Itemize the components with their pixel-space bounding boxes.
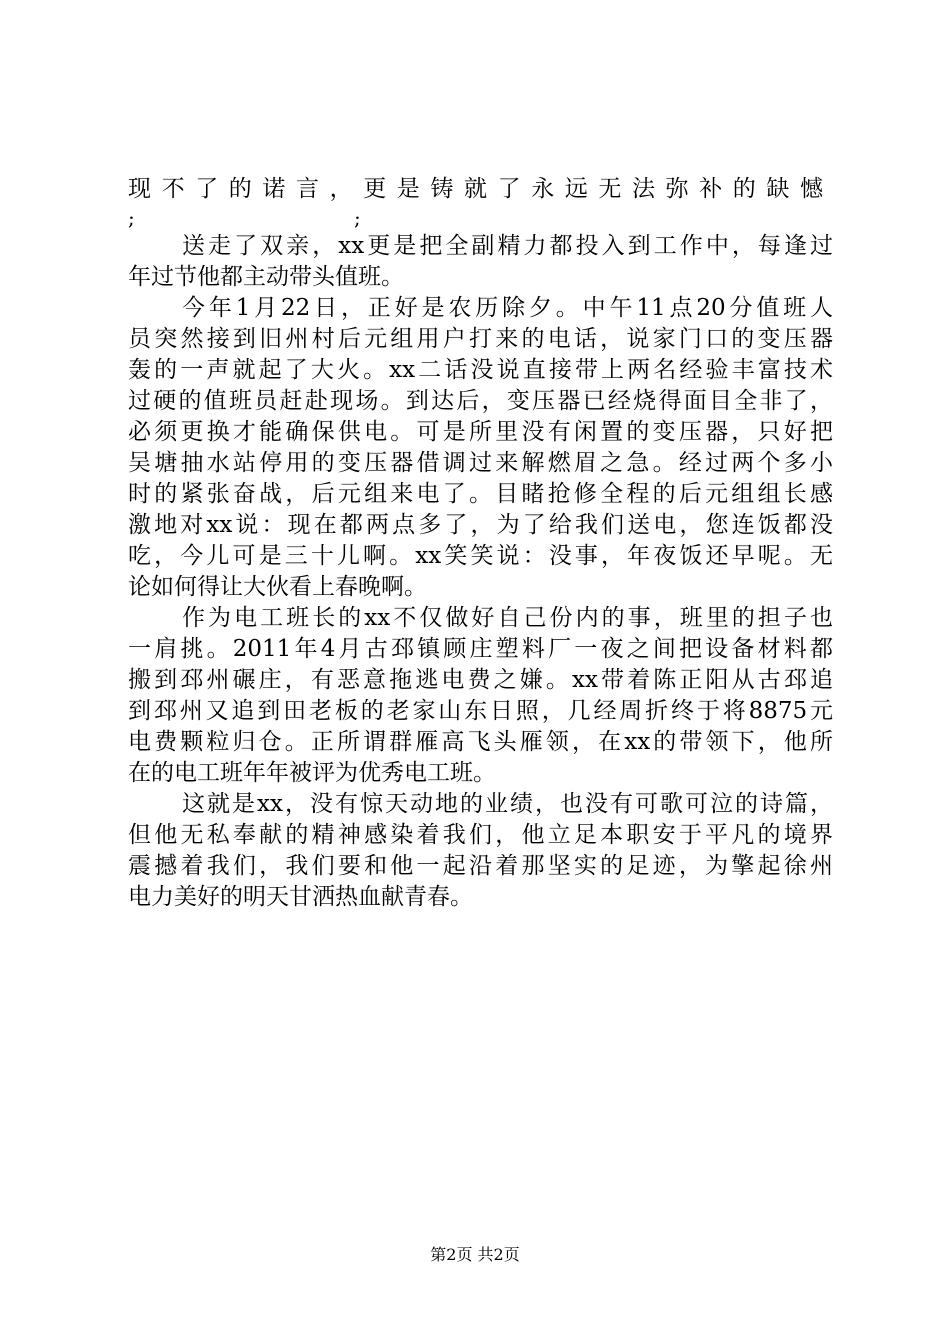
text-line: 激地对xx说：现在都两点多了，为了给我们送电，您连饭都没 — [128, 512, 833, 538]
text-line: 吃，今儿可是三十儿啊。xx笑笑说：没事，年夜饭还早呢。无 — [128, 543, 833, 569]
text-line: 送走了双亲，xx更是把全副精力都投入到工作中，每逢过 — [182, 233, 833, 259]
page-footer — [0, 1245, 950, 1265]
text-line: 员突然接到旧州村后元组用户打来的电话，说家门口的变压器 — [128, 326, 833, 352]
text-line: 到邳州又追到田老板的老家山东日照，几经周折终于将8875元 — [128, 698, 833, 724]
text-line: 今年1月22日，正好是农历除夕。中午11点20分值班人 — [182, 295, 833, 321]
text-line: 吴塘抽水站停用的变压器借调过来解燃眉之急。经过两个多小 — [128, 450, 833, 476]
text-line: 论如何得让大伙看上春晚啊。 — [128, 574, 427, 600]
semicolon-line — [128, 205, 833, 231]
text-line: 一肩挑。2011年4月古邳镇顾庄塑料厂一夜之间把设备材料都 — [128, 636, 833, 662]
text-line: 在的电工班年年被评为优秀电工班。 — [128, 760, 496, 786]
text-line: 轰的一声就起了大火。xx二话没说直接带上两名经验丰富技术 — [128, 357, 833, 383]
text-line: 年过节他都主动带头值班。 — [128, 264, 404, 290]
text-line: 过硬的值班员赶赴现场。到达后，变压器已经烧得面目全非了， — [128, 388, 833, 414]
text-line: 搬到邳州碾庄，有恶意拖逃电费之嫌。xx带着陈正阳从古邳追 — [128, 667, 833, 693]
page-number: 第2页 共2页 — [430, 1245, 520, 1264]
document-body — [128, 174, 833, 913]
text-line: 时的紧张奋战，后元组来电了。目睹抢修全程的后元组组长感 — [128, 481, 833, 507]
text-line: 必须更换才能确保供电。可是所里没有闲置的变压器，只好把 — [128, 419, 833, 445]
text-line: 现不了的诺言，更是铸就了永远无法弥补的缺憾 — [128, 176, 833, 202]
semicolon: ; — [128, 206, 135, 230]
text-line: 这就是xx，没有惊天动地的业绩，也没有可歌可泣的诗篇， — [182, 791, 833, 817]
semicolon: ; — [354, 206, 361, 230]
text-line: 作为电工班长的xx不仅做好自己份内的事，班里的担子也 — [182, 605, 833, 631]
text-line: 电费颗粒归仓。正所谓群雁高飞头雁领，在xx的带领下，他所 — [128, 729, 833, 755]
text-line: 电力美好的明天甘洒热血献青春。 — [128, 884, 473, 910]
text-line: 震撼着我们，我们要和他一起沿着那坚实的足迹，为擎起徐州 — [128, 853, 833, 879]
text-line: 但他无私奉献的精神感染着我们，他立足本职安于平凡的境界 — [128, 822, 833, 848]
